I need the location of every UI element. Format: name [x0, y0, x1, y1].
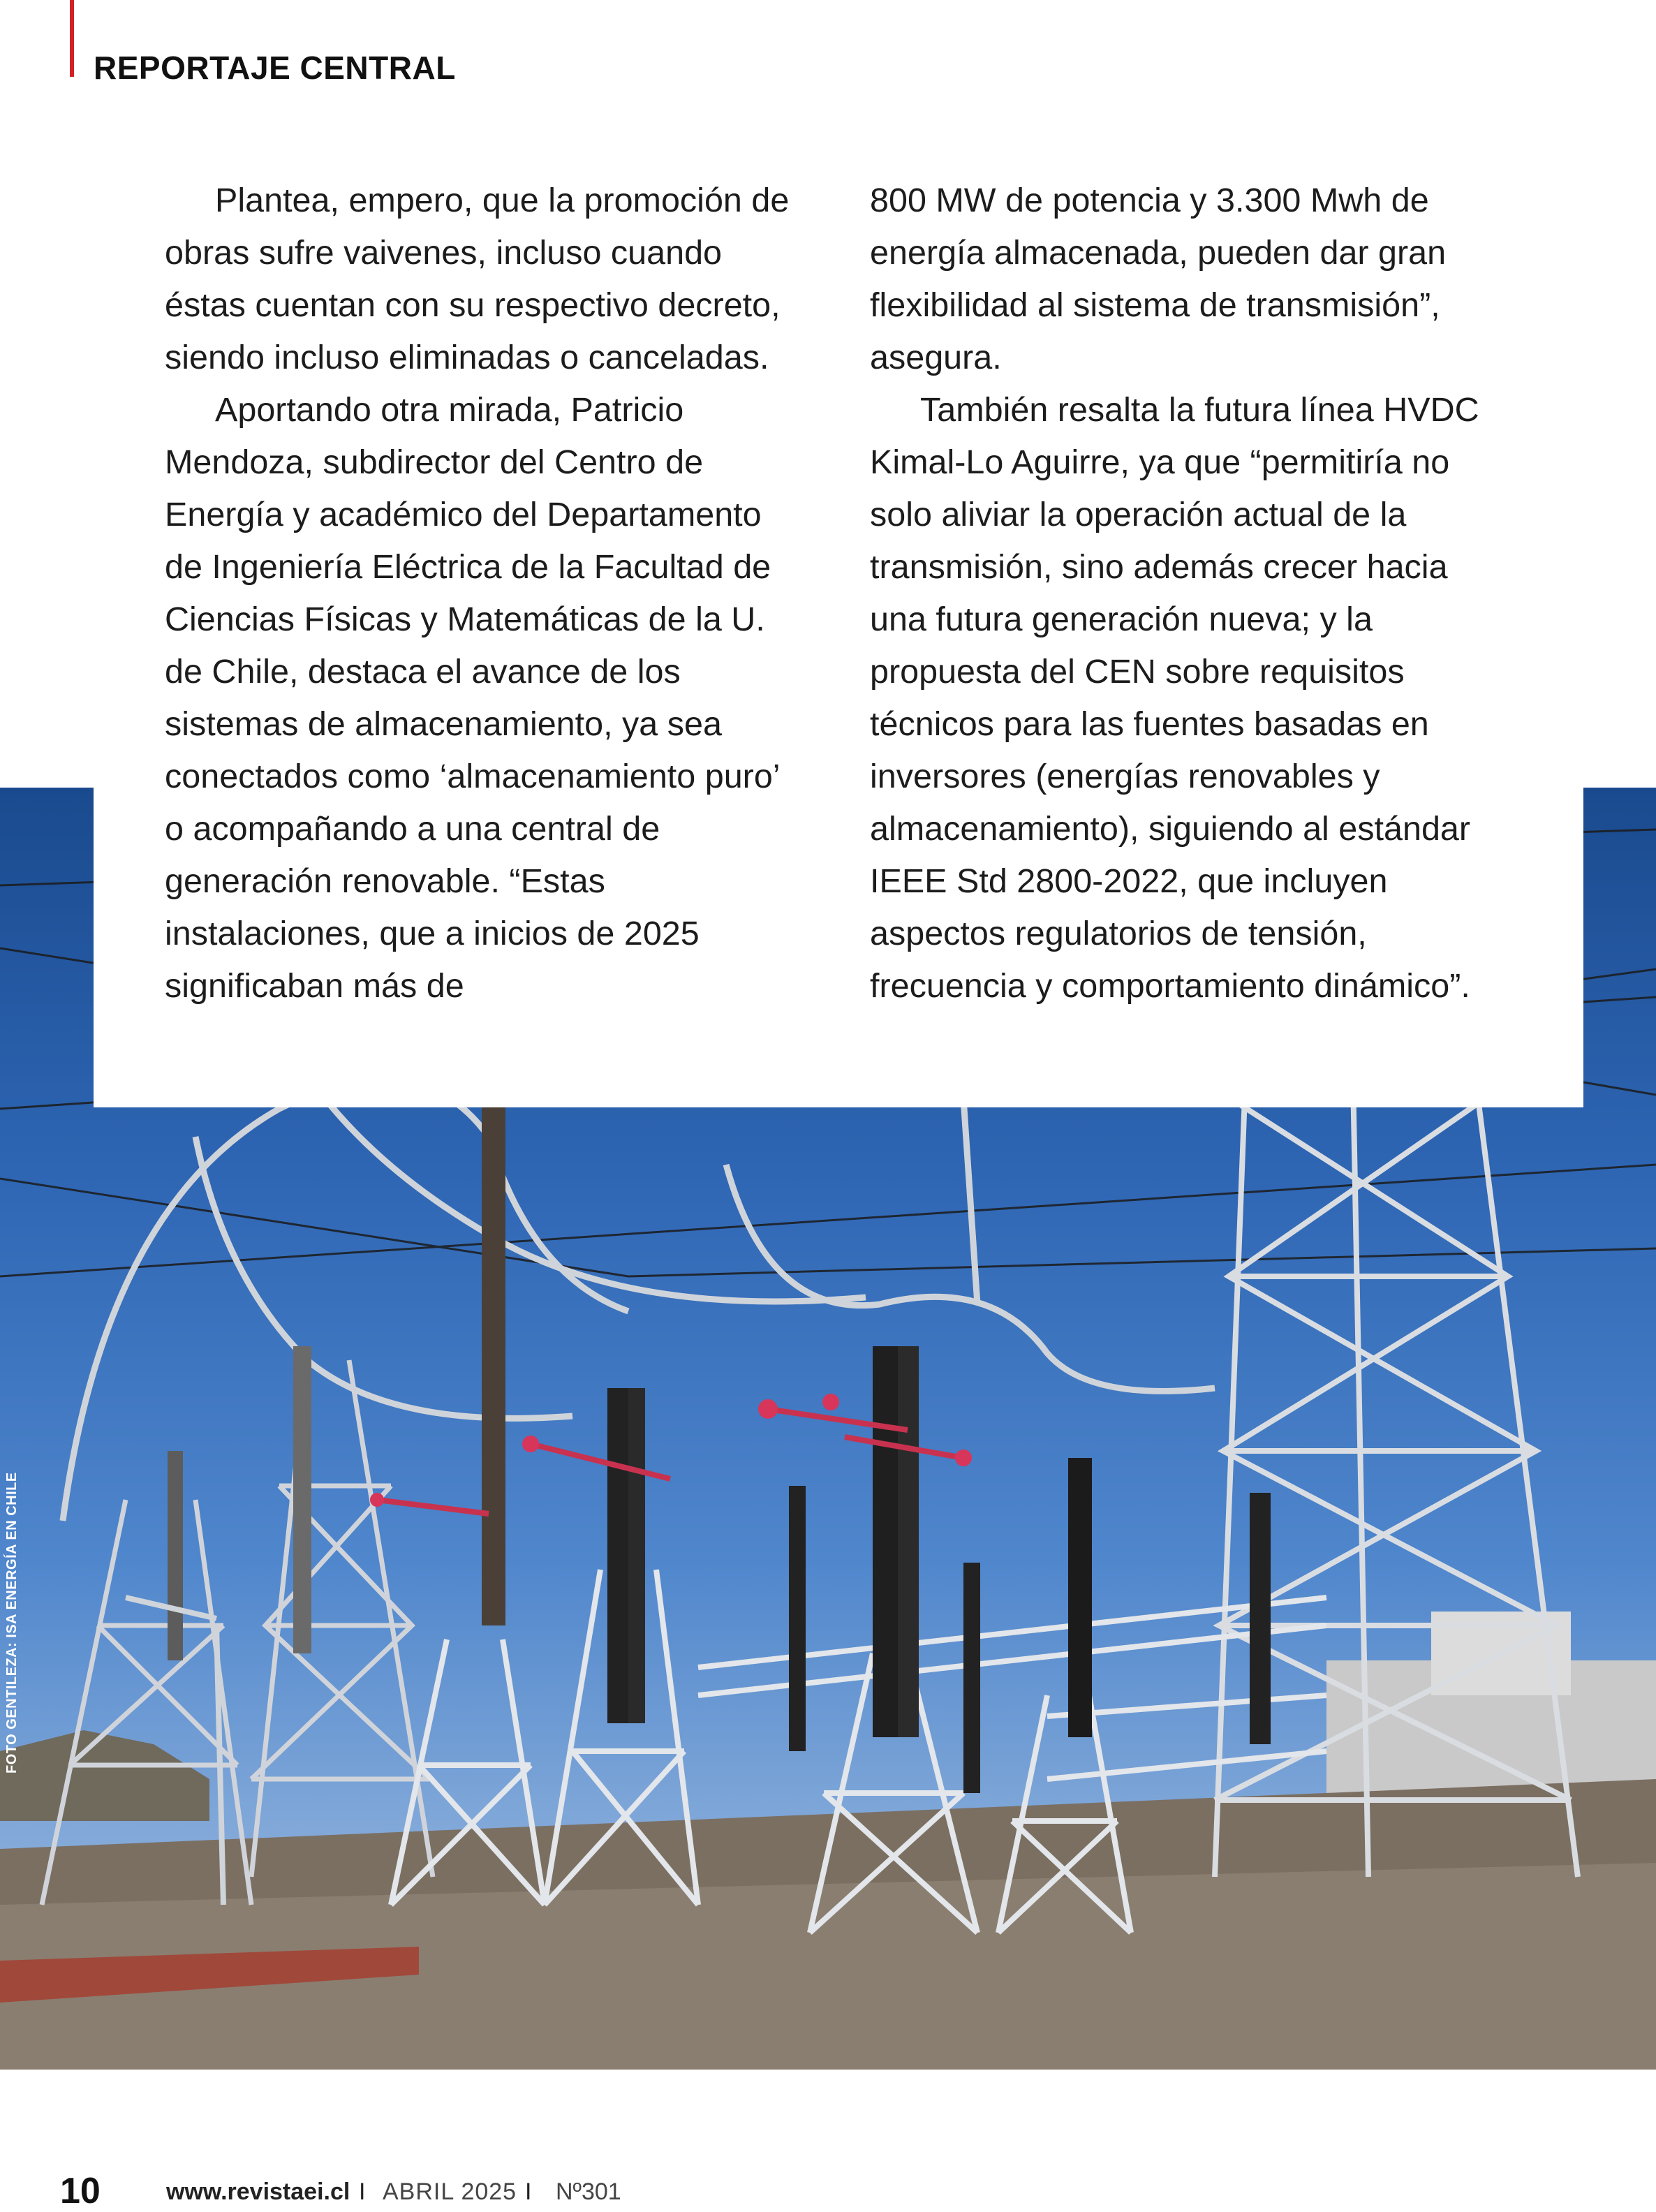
issue-date: ABRIL 2025	[383, 2178, 517, 2205]
website-link[interactable]: www.revistaei.cl	[166, 2178, 350, 2205]
article-right-column	[870, 175, 1498, 1012]
paragraph: También resalta la futura línea HVDC Kimal-Lo Aguirre, ya que “permitiría no solo aliviar la operación actual de la transmisión, sino además crecer hacia una futura generación nueva; y la propuesta del CEN sobre requisitos técnicos para las fuentes basadas en inversores (energías renovables y almacenamiento), siguiendo al estándar IEEE Std 2800-2022, que incluyen aspectos regulatorios de tensión, frecuencia y comportamiento dinámico”.	[870, 391, 1479, 1005]
photo-credit-text: FOTO GENTILEZA: ISA ENERGÍA EN CHILE	[4, 1472, 20, 1774]
paragraph: 800 MW de potencia y 3.300 Mwh de energía almacenada, pueden dar gran flexibilidad al sistema de transmisión”, asegura.	[870, 182, 1447, 376]
header-accent-bar	[70, 0, 74, 77]
photo-credit	[1, 1472, 22, 1774]
article-text-panel	[94, 158, 1583, 1107]
footer-separator: I	[359, 2178, 366, 2205]
page-number: 10	[60, 2171, 101, 2211]
page-footer	[0, 2170, 1656, 2209]
paragraph: Plantea, empero, que la promoción de obras sufre vaivenes, incluso cuando éstas cuentan con su respectivo decreto, siendo incluso eliminadas o canceladas.	[165, 182, 790, 376]
article-left-column	[165, 175, 793, 1012]
issue-number: Nº301	[556, 2178, 621, 2205]
footer-separator: I	[525, 2178, 532, 2205]
section-title: REPORTAJE CENTRAL	[94, 50, 456, 86]
paragraph: Aportando otra mirada, Patricio Mendoza, subdirector del Centro de Energía y académico del Departamento de Ingeniería Eléctrica de la Facultad de Ciencias Físicas y Matemáticas de la U. de Chile, destaca el avance de los sistemas de almacenamiento, ya sea conectados como ‘almacenamiento puro’ o acompañando a una central de generación renovable. “Estas instalaciones, que a inicios de 2025 significaban más de	[165, 391, 779, 1005]
